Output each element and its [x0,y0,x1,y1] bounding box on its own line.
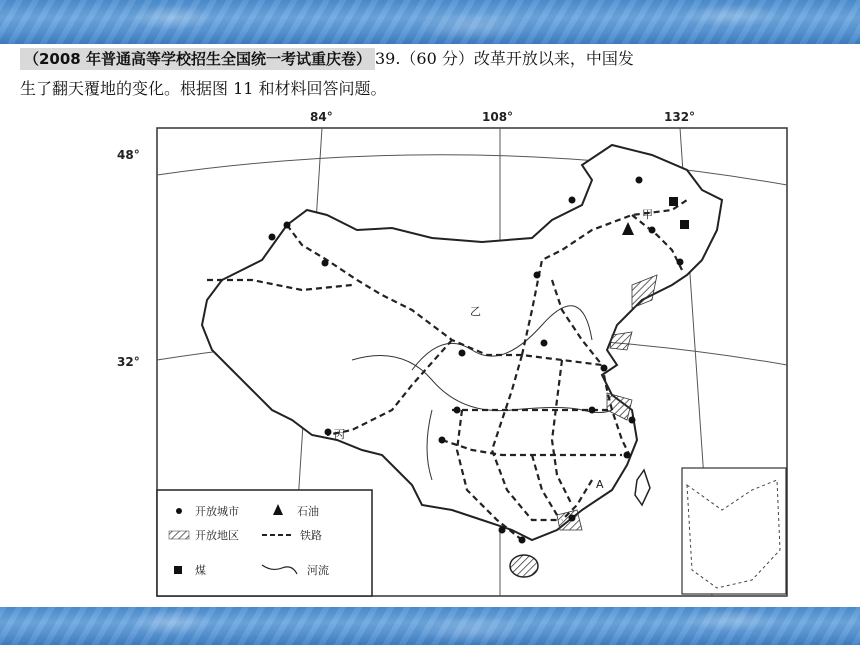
coal-symbol [680,220,689,229]
legend-city-icon [176,508,182,514]
city-marker [569,515,576,522]
city-marker [325,429,332,436]
city-marker [534,272,541,279]
legend-open-city: 开放城市 [195,505,239,518]
city-marker [677,259,684,266]
legend-oil: 石油 [297,505,319,518]
legend-open-area-icon [169,531,189,539]
city-marker [569,197,576,204]
legend-railway: 铁路 [300,529,322,542]
mark-yi: 乙 [470,305,481,318]
question-line-1: 39.（60 分）改革开放以来，中国发 [374,49,634,68]
city-marker [499,527,506,534]
city-marker [624,452,631,459]
lon-label-108: 108° [482,110,514,124]
mark-a: A [596,478,604,491]
bottom-decorative-band [0,607,860,645]
city-marker [649,227,656,234]
city-marker [439,437,446,444]
china-map-figure [112,110,792,602]
city-marker [519,537,526,544]
mark-jia: 甲 [642,208,653,221]
city-marker [636,177,643,184]
city-marker [459,350,466,357]
legend-coal-icon [174,566,182,574]
question-line-2: 生了翻天覆地的变化。根据图 11 和材料回答问题。 [20,79,387,98]
city-marker [601,365,608,372]
top-decorative-band [0,0,860,44]
lon-label-132: 132° [664,110,696,124]
city-marker [322,260,329,267]
south-china-sea-inset [682,468,786,594]
legend-box [157,490,372,596]
city-marker [284,222,291,229]
legend-river: 河流 [307,564,329,577]
mark-bing: 丙 [334,428,345,441]
hainan-island [510,555,538,577]
legend-coal: 煤 [195,564,206,577]
city-marker [269,234,276,241]
question-text [20,44,850,104]
map-svg [112,110,792,602]
coal-symbol [669,197,678,206]
city-marker [454,407,461,414]
city-marker [541,340,548,347]
lon-label-84: 84° [310,110,333,124]
lat-label-48: 48° [117,148,140,162]
question-source: （2008 年普通高等学校招生全国统一考试重庆卷） [20,48,375,70]
city-marker [589,407,596,414]
lat-label-32: 32° [117,355,140,369]
city-marker [629,417,636,424]
legend-open-area: 开放地区 [195,529,239,542]
